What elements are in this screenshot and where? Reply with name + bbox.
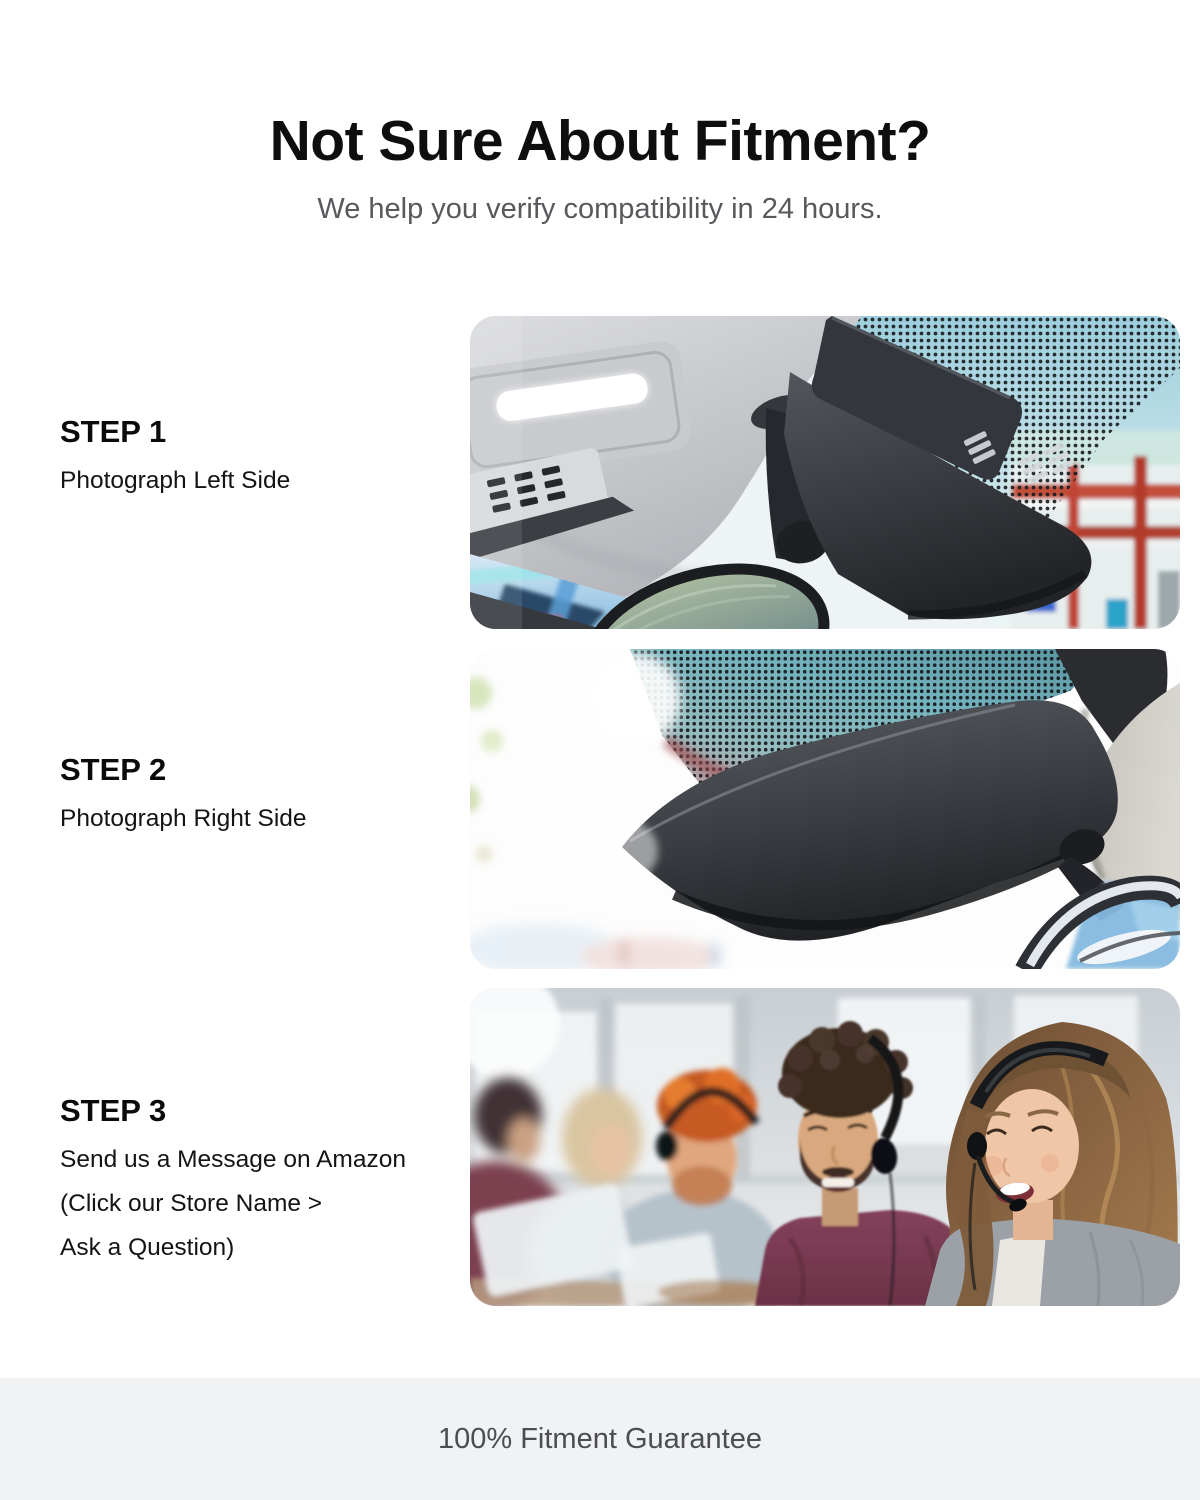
step-1-label: STEP 1 (60, 414, 167, 449)
step-3-description-line-3: Ask a Question) (60, 1234, 235, 1261)
footer-guarantee-text: 100% Fitment Guarantee (437, 1422, 762, 1455)
car-headliner-left-illustration (470, 316, 1180, 629)
step-2-description: Photograph Right Side (60, 805, 307, 832)
step-3-label: STEP 3 (60, 1093, 167, 1128)
step-2-label: STEP 2 (60, 752, 167, 787)
step-2-text-block (60, 751, 445, 841)
support-team-illustration (470, 988, 1180, 1306)
step-1-description: Photograph Left Side (60, 467, 291, 494)
step-3-description-line-1: Send us a Message on Amazon (60, 1146, 406, 1173)
step-3-text-block (60, 1092, 445, 1270)
step-1-text-block (60, 413, 445, 503)
step-3-description-line-2: (Click our Store Name > (60, 1190, 323, 1217)
footer-band (0, 1378, 1200, 1500)
car-mirror-right-illustration (470, 649, 1180, 969)
page-title: Not Sure About Fitment? (269, 109, 931, 174)
step-1-photo-left-side (470, 316, 1180, 629)
step-3-photo-support-team (470, 988, 1180, 1306)
step-2-photo-right-side (470, 649, 1180, 969)
page-subtitle: We help you verify compatibility in 24 hours. (317, 193, 883, 225)
